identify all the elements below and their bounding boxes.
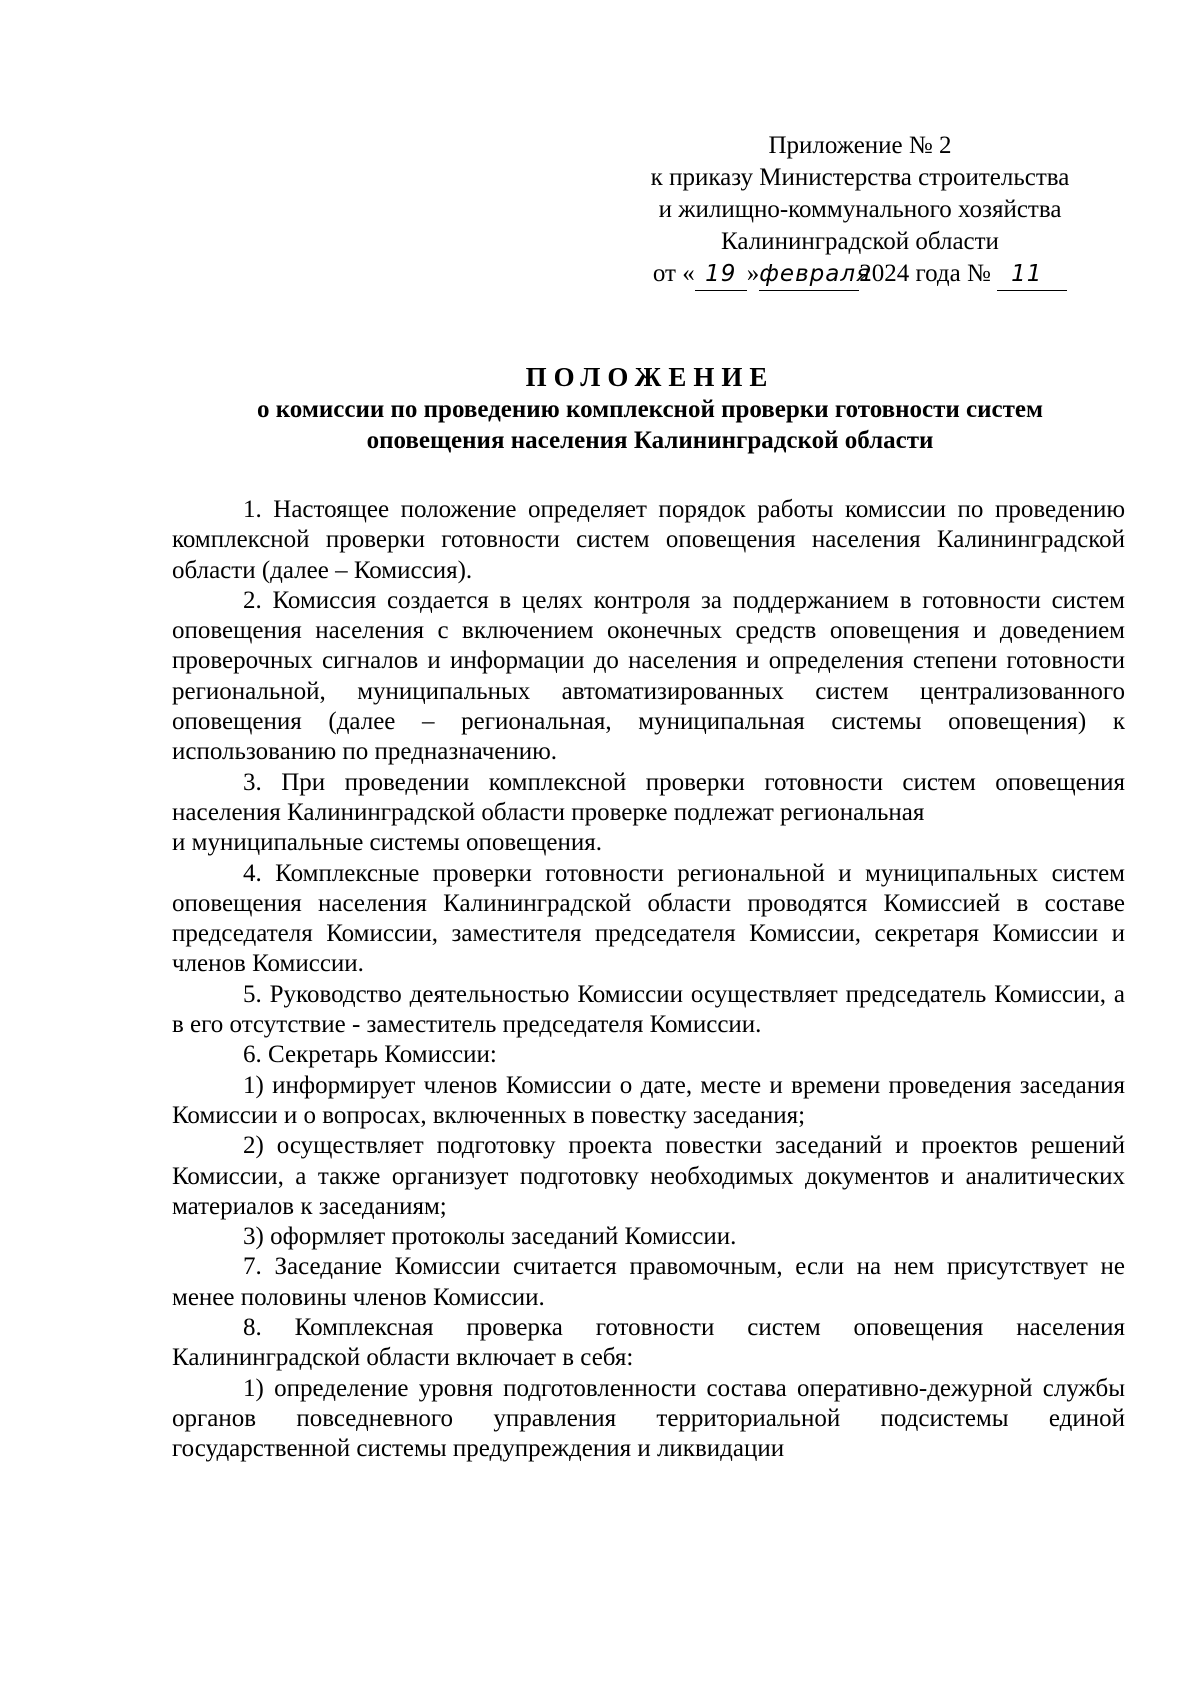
paragraph: 6. Секретарь Комиссии: [243,1041,497,1069]
paragraph: 7. Заседание Комиссии считается правомочным, если на нем присутствует не менее половины членов Комиссии. [172,1253,1125,1311]
appendix-ministry: и жилищно-коммунального хозяйства [658,196,1062,223]
title-subtitle-line-2: оповещения населения Калининградской области [366,427,934,454]
paragraph: 3. При проведении комплексной проверки готовности систем оповещения населения Калининградской области проверке подлежат региональная [172,768,1125,826]
appendix-date-line [600,258,1120,291]
paragraph: 1) определение уровня подготовленности состава оперативно-дежурной службы органов повседневного управления территориальной подсистемы единой государственной системы предупреждения и ликвидации [172,1374,1125,1463]
document-body [172,495,1125,1465]
paragraph: 8. Комплексная проверка готовности систем оповещения населения Калининградской области включает в себя: [172,1314,1125,1372]
appendix-number: Приложение № 2 [768,132,952,159]
title-main: ПОЛОЖЕНИЕ [525,362,775,392]
paragraph: 2. Комиссия создается в целях контроля за поддержанием в готовности систем оповещения населения с включением оконечных средств оповещения и доведением проверочных сигналов и информации до населения и определения степени готовности региональной, муниципальных автоматизированных систем централизованного оповещения (далее – региональная, муниципальная системы оповещения) к использованию по предназначению. [172,586,1125,766]
paragraph: и муниципальные системы оповещения. [172,829,603,857]
appendix-region: Калининградской области [721,228,999,255]
paragraph: 1) информирует членов Комиссии о дате, месте и времени проведения заседания Комиссии и о вопросах, включенных в повестку заседания; [172,1071,1125,1129]
order-number-handwritten: 11 [997,258,1067,291]
date-year-text: 2024 года № [859,260,991,287]
paragraph: 2) осуществляет подготовку проекта повестки заседаний и проектов решений Комиссии, а также организует подготовку необходимых документов и аналитических материалов к заседаниям; [172,1132,1125,1220]
appendix-header [600,130,1120,291]
paragraph: 5. Руководство деятельностью Комиссии осуществляет председатель Комиссии, а в его отсутствие - заместитель председателя Комиссии. [172,980,1125,1039]
paragraph: 4. Комплексные проверки готовности региональной и муниципальных систем оповещения населения Калининградской области проводятся Комиссией в составе председателя Комиссии, заместителя председателя Комиссии, секретаря Комиссии и членов Комиссии. [172,859,1125,978]
appendix-order-ref: к приказу Министерства строительства [650,164,1070,191]
paragraph: 3) оформляет протоколы заседаний Комиссии. [243,1223,737,1251]
date-prefix: от « [652,260,695,287]
title-subtitle-line-1: о комиссии по проведению комплексной проверки готовности систем [256,396,1044,423]
date-day-handwritten: 19 [695,258,747,291]
date-mid: » [746,260,760,287]
document-title [170,360,1130,456]
paragraph: 1. Настоящее положение определяет порядок работы комиссии по проведению комплексной проверки готовности систем оповещения населения Калининградской области (далее – Комиссия). [172,496,1125,584]
date-month-handwritten: февраля [759,258,859,291]
